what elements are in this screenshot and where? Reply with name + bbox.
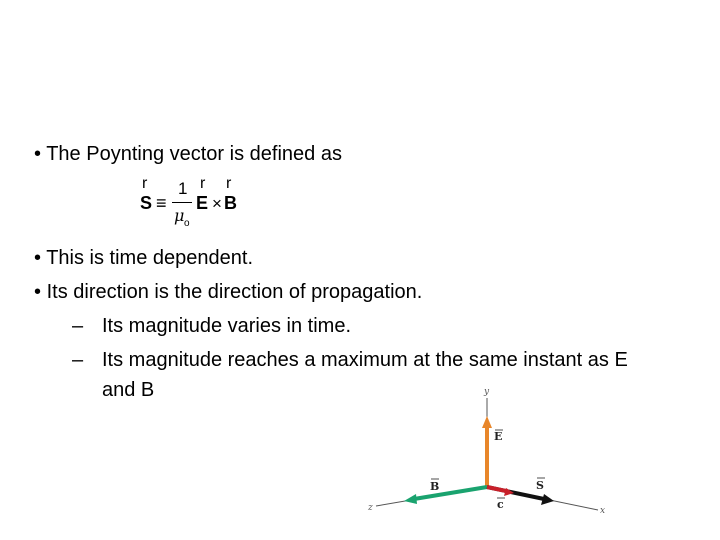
b-vector-label: B	[430, 480, 440, 493]
poynting-formula	[134, 176, 254, 232]
bullet-marker: •	[34, 143, 42, 165]
sub-bullet-text: Its magnitude reaches a maximum at the same instant as E	[102, 349, 628, 371]
sub-bullet-continuation	[102, 378, 154, 402]
e-vector-label: E	[494, 430, 503, 443]
formula-e: E	[196, 193, 209, 213]
bullet-marker: •	[34, 247, 42, 269]
c-vector-label: c	[497, 498, 504, 511]
formula-numerator: 1	[178, 179, 188, 198]
formula-equiv: ≡	[156, 193, 167, 213]
formula-cross: ×	[212, 194, 222, 213]
formula-b: B	[224, 193, 237, 213]
s-vector-label: S	[536, 479, 544, 492]
sub-bullet-marker: –	[72, 349, 84, 371]
s-vector-arrowhead	[541, 494, 554, 505]
bullet-time-dependent	[34, 246, 253, 270]
sub-bullet-continuation-text: and B	[102, 379, 155, 401]
sub-bullet-magnitude-maximum	[72, 348, 628, 372]
poynting-vector-diagram	[360, 380, 630, 530]
b-vector-shaft	[414, 487, 487, 499]
bullet-text: Its direction is the direction of propagation.	[46, 281, 423, 303]
fraction-bar	[172, 202, 192, 203]
bullet-poynting-definition	[34, 142, 342, 166]
formula-s: S	[140, 193, 153, 213]
z-axis-label: z	[368, 503, 373, 513]
formula-mu: μ	[174, 206, 185, 225]
sub-bullet-marker: –	[72, 315, 84, 337]
vector-mark-s: r	[142, 175, 148, 192]
vector-mark-b: r	[226, 175, 232, 192]
e-vector-arrowhead	[482, 416, 492, 428]
vector-mark-e: r	[200, 175, 206, 192]
bullet-text: This is time dependent.	[46, 247, 253, 269]
formula-mu-sub: o	[184, 218, 190, 229]
sub-bullet-magnitude-varies	[72, 314, 351, 338]
bullet-direction	[34, 280, 422, 304]
c-vector-shaft	[487, 487, 506, 491]
bullet-text: The Poynting vector is defined as	[46, 143, 342, 165]
x-axis-label: x	[600, 506, 606, 516]
sub-bullet-text: Its magnitude varies in time.	[102, 315, 351, 337]
bullet-marker: •	[34, 281, 42, 303]
y-axis-label: y	[484, 387, 490, 397]
b-vector-arrowhead	[404, 494, 417, 504]
